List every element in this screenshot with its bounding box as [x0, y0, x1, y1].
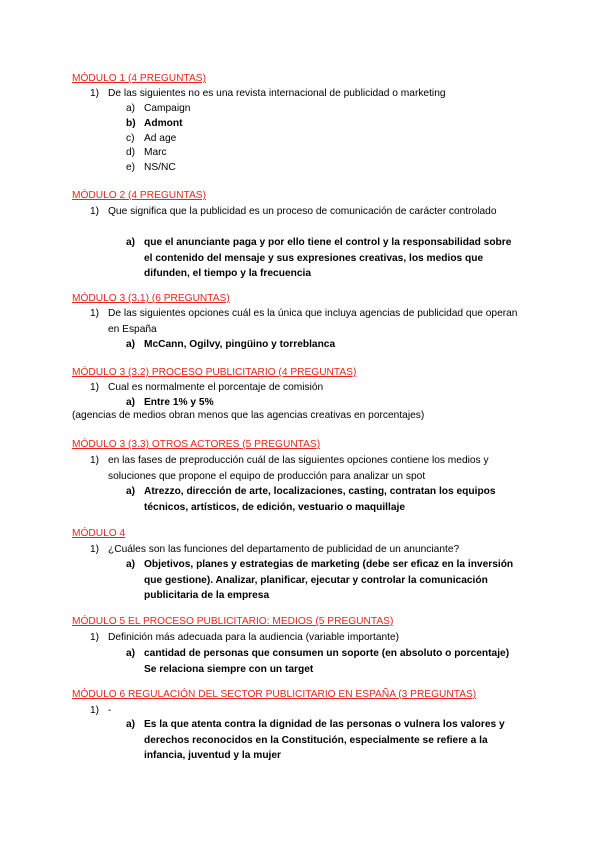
section-heading: MÓDULO 5 EL PROCESO PUBLICITARIO: MEDIOS (5 PREGUNTAS) — [72, 616, 394, 627]
option-letter: a) — [126, 339, 136, 350]
option-text-correct: Entre 1% y 5% — [144, 397, 214, 408]
section-heading: MÓDULO 3 (3.3) OTROS ACTORES (5 PREGUNTAS) — [72, 439, 321, 450]
section-heading: MÓDULO 3 (3.2) PROCESO PUBLICITARIO (4 PREGUNTAS) — [72, 367, 357, 378]
question-number: 1) — [90, 206, 100, 217]
question-number: 1) — [90, 308, 100, 319]
question-text: De las siguientes no es una revista internacional de publicidad o marketing — [108, 88, 446, 99]
option-text-correct: Objetivos, planes y estrategias de marketing (debe ser eficaz en la inversión que gestione). Analizar, planificar, ejecutar y controlar la comunicación publicitaria de la empresa — [144, 559, 514, 601]
option-text-correct: Atrezzo, dirección de arte, localizaciones, casting, contratan los equipos técnicos, artísticos, de edición, vestuario o maquillaje — [144, 486, 496, 513]
question-number: 1) — [90, 705, 100, 716]
question-number: 1) — [90, 632, 100, 643]
question-text: - — [108, 705, 112, 716]
question-number: 1) — [90, 455, 100, 466]
question-text: Definición más adecuada para la audiencia (variable importante) — [108, 632, 400, 643]
option-text: Campaign — [144, 103, 191, 114]
option-text-correct: McCann, Ogilvy, pingüino y torreblanca — [144, 339, 336, 350]
question-text: en las fases de preproducción cuál de las siguientes opciones contiene los medios y soluciones que propone el equipo de producción para analizar un spot — [108, 455, 489, 482]
section-heading: MÓDULO 4 — [72, 528, 126, 539]
option-text-correct: Es la que atenta contra la dignidad de las personas o vulnera los valores y derechos reconocidos en la Constitución, especialmente se refiere a la infancia, juventud y la mujer — [144, 719, 505, 761]
option-text-correct: Admont — [144, 118, 183, 129]
option-letter: a) — [126, 719, 136, 730]
section-heading: MÓDULO 1 (4 PREGUNTAS) — [72, 73, 206, 84]
option-letter: a) — [126, 397, 136, 408]
option-letter: c) — [126, 133, 135, 144]
question-number: 1) — [90, 88, 100, 99]
option-letter: d) — [126, 147, 136, 158]
option-letter: a) — [126, 486, 136, 497]
option-letter: a) — [126, 237, 136, 248]
option-letter: e) — [126, 162, 136, 173]
option-letter: a) — [126, 103, 136, 114]
question-text: Cual es normalmente el porcentaje de comisión — [108, 382, 324, 393]
section-heading: MÓDULO 2 (4 PREGUNTAS) — [72, 190, 206, 201]
question-text: ¿Cuáles son las funciones del departamento de publicidad de un anunciante? — [108, 544, 460, 555]
question-number: 1) — [90, 544, 100, 555]
section-heading: MÓDULO 6 REGULACIÓN DEL SECTOR PUBLICITARIO EN ESPAÑA (3 PREGUNTAS) — [72, 689, 477, 700]
option-text: Ad age — [144, 133, 177, 144]
option-letter: b) — [126, 118, 136, 129]
question-text: De las siguientes opciones cuál es la única que incluya agencias de publicidad que operan en España — [108, 308, 518, 335]
note-text: (agencias de medios obran menos que las agencias creativas en porcentajes) — [72, 410, 425, 421]
question-text: Que significa que la publicidad es un proceso de comunicación de carácter controlado — [108, 206, 497, 217]
option-text-correct: cantidad de personas que consumen un soporte (en absoluto o porcentaje) Se relaciona siempre con un target — [144, 648, 510, 675]
option-letter: a) — [126, 559, 136, 570]
option-text-correct: que el anunciante paga y por ello tiene el control y la responsabilidad sobre el contenido del mensaje y sus expresiones creativas, los medios que difunden, el tiempo y la frecuencia — [144, 237, 512, 279]
option-text: NS/NC — [144, 162, 176, 173]
question-number: 1) — [90, 382, 100, 393]
option-text: Marc — [144, 147, 167, 158]
section-heading: MÓDULO 3 (3.1) (6 PREGUNTAS) — [72, 293, 230, 304]
option-letter: a) — [126, 648, 136, 659]
